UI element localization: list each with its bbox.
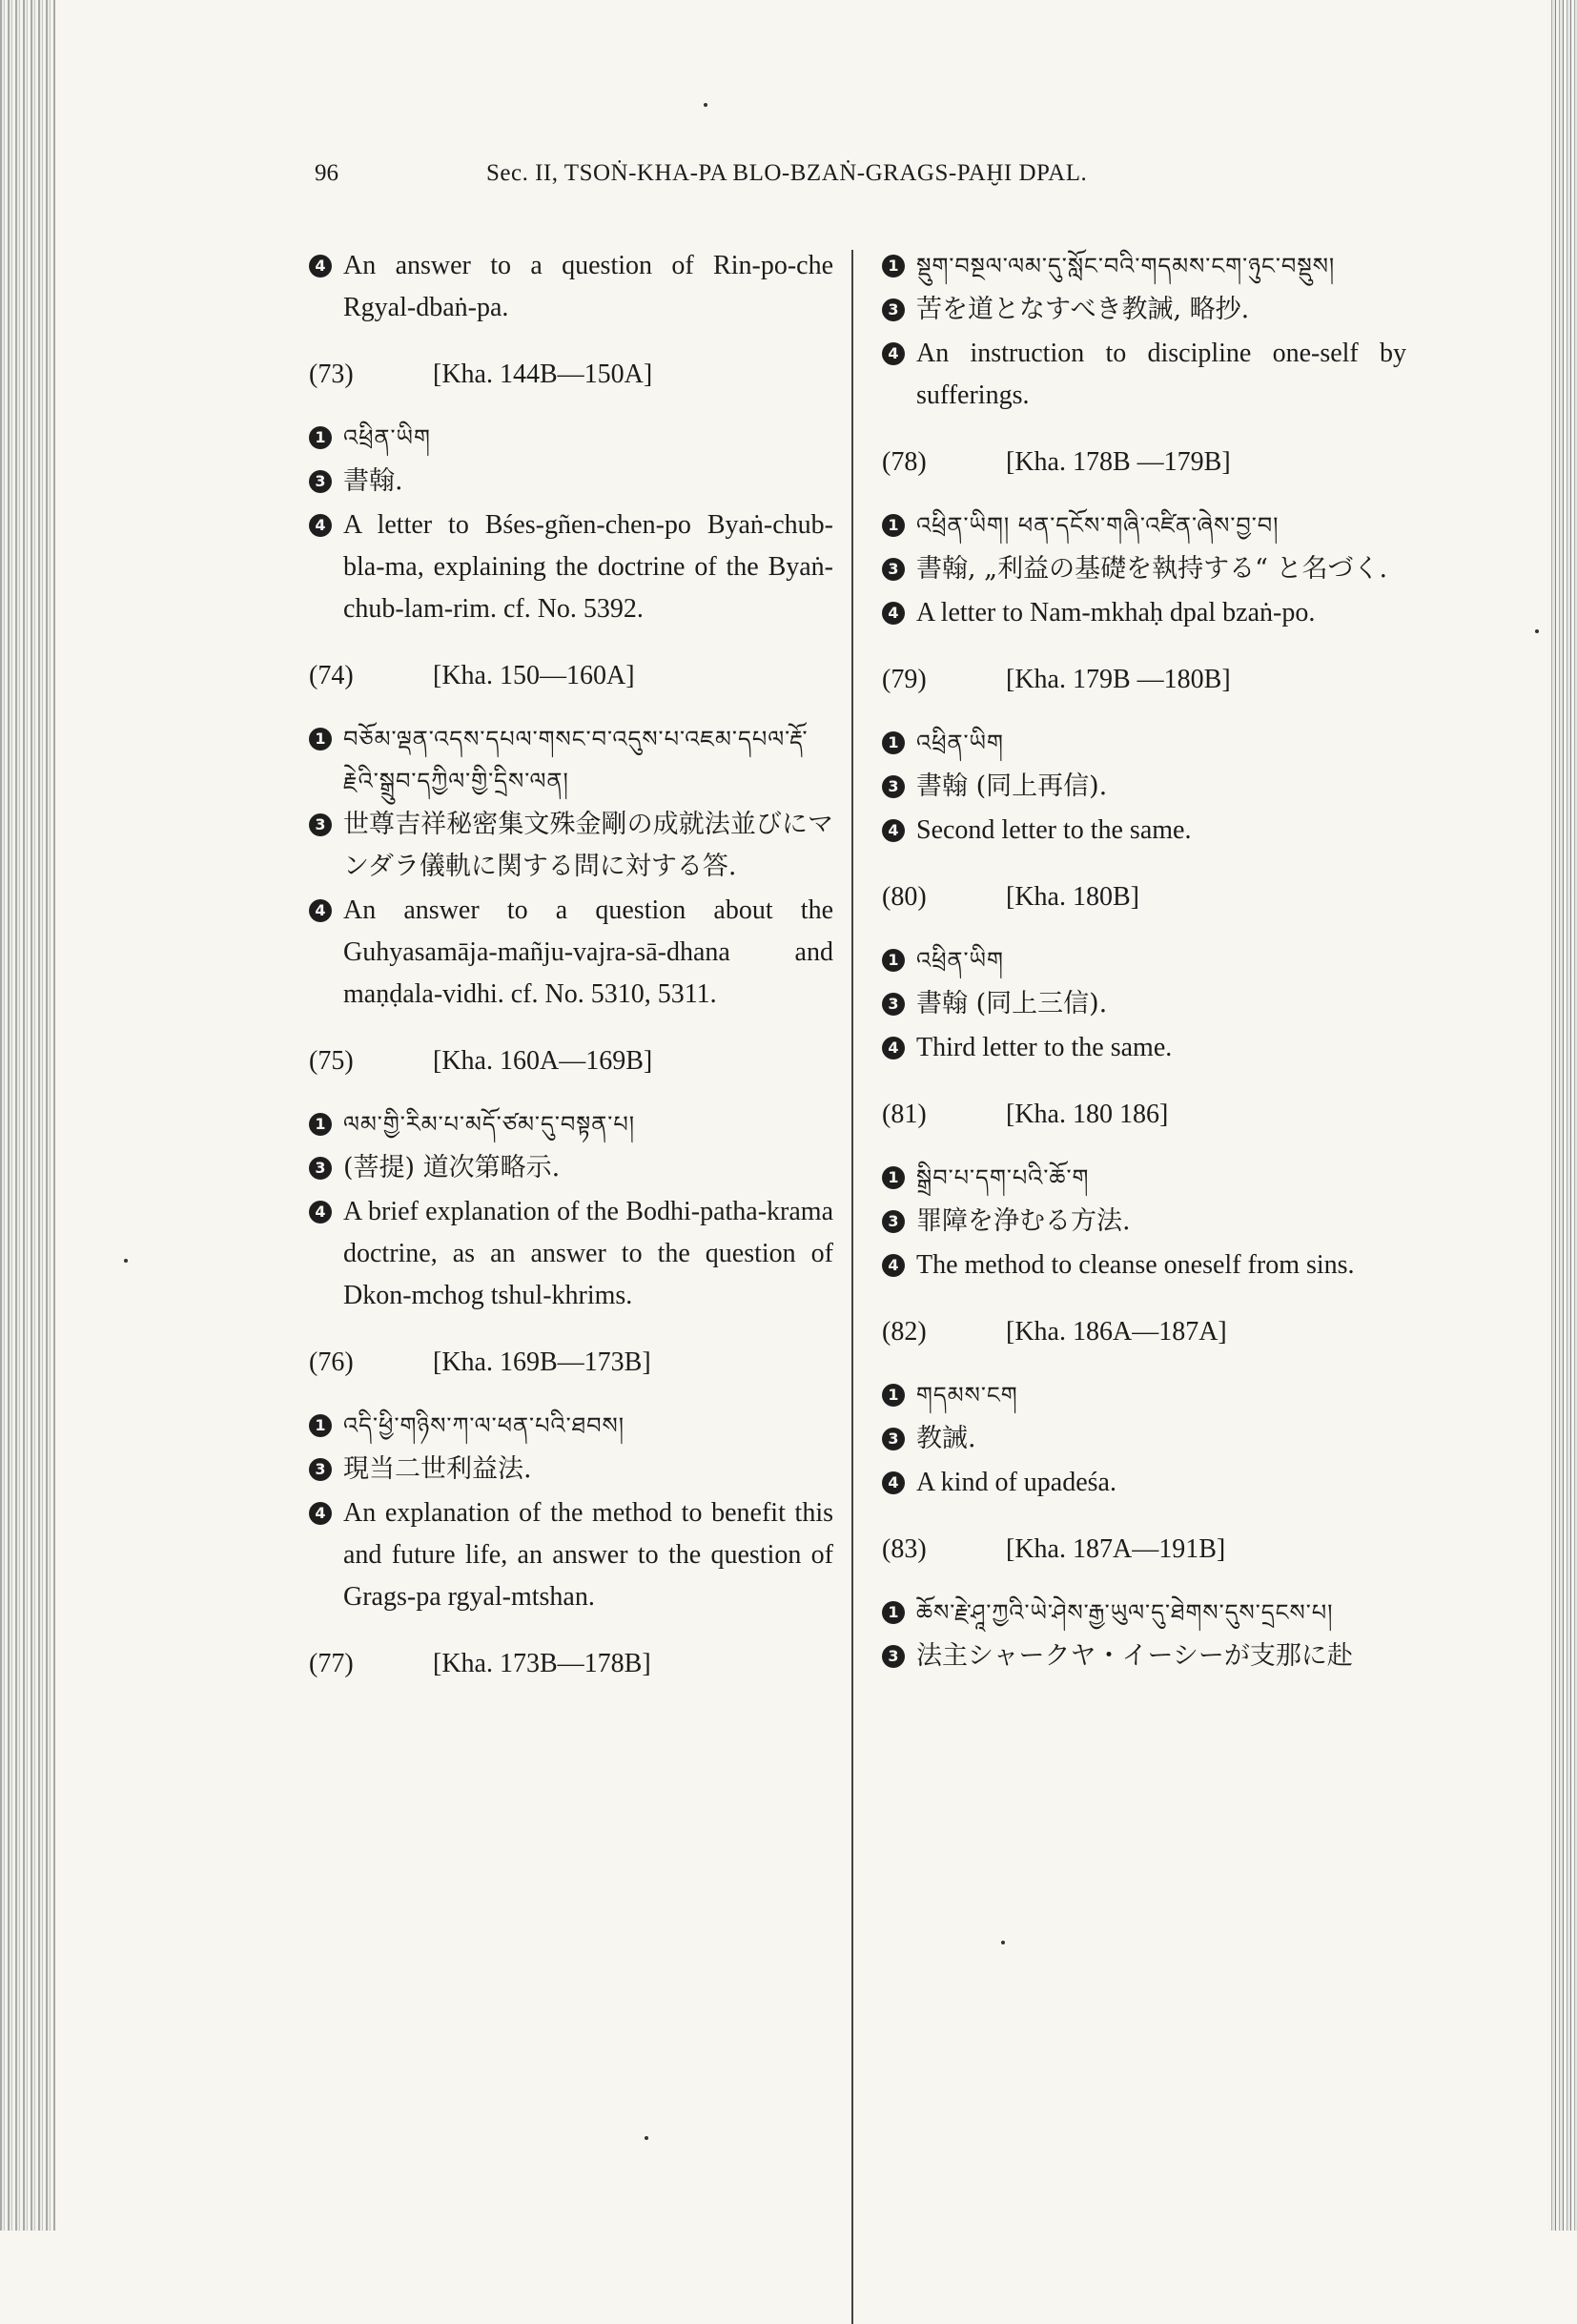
line-text: Second letter to the same. — [916, 815, 1192, 845]
english-description — [309, 890, 833, 1016]
entry-number: (76) — [309, 1347, 354, 1377]
line-text: Third letter to the same. — [916, 1033, 1173, 1062]
scan-speck — [1535, 629, 1539, 633]
circled-number-marker: 1 — [309, 728, 332, 751]
line-text: A kind of upadeśa. — [916, 1468, 1116, 1497]
circled-number-marker: 3 — [882, 558, 905, 581]
circled-number-marker: 1 — [309, 1414, 332, 1437]
circled-number-marker: 3 — [309, 813, 332, 836]
circled-number-marker: 1 — [882, 514, 905, 537]
tibetan-title — [882, 1374, 1406, 1416]
english-description — [882, 592, 1406, 634]
line-text: 法主シャークヤ・イーシーが支那に赴 — [916, 1641, 1353, 1671]
japanese-title — [882, 289, 1406, 331]
circled-number-marker: 3 — [882, 775, 905, 798]
page-header — [315, 160, 1373, 198]
page-number: 96 — [315, 160, 338, 186]
entry-reference: [Kha. 186A—187A] — [1006, 1317, 1227, 1347]
entry-heading — [882, 442, 1406, 483]
entry-reference: [Kha. 180B] — [1006, 882, 1139, 912]
entry-number: (80) — [882, 882, 927, 912]
entry-number: (83) — [882, 1534, 927, 1564]
line-text: འཕྲིན་ཡིག — [916, 730, 1004, 756]
scan-speck — [645, 2136, 648, 2140]
line-text: An instruction to discipline one-self by sufferings. — [916, 339, 1406, 410]
circled-number-marker: 1 — [309, 1113, 332, 1136]
circled-number-marker: 4 — [309, 1502, 332, 1525]
circled-number-marker: 3 — [882, 1428, 905, 1450]
circled-number-marker: 4 — [882, 1037, 905, 1059]
circled-number-marker: 1 — [882, 949, 905, 972]
japanese-title — [882, 983, 1406, 1025]
catalog-entry — [309, 1040, 833, 1317]
entry-number: (75) — [309, 1046, 354, 1076]
circled-number-marker: 4 — [882, 1471, 905, 1494]
english-description — [309, 245, 833, 329]
entry-heading — [882, 876, 1406, 918]
catalog-entry — [309, 354, 833, 630]
column-divider — [851, 250, 853, 2324]
catalog-entry — [882, 1311, 1406, 1504]
circled-number-marker: 4 — [882, 819, 905, 842]
english-description — [309, 1191, 833, 1317]
line-text: (菩提) 道次第略示. — [343, 1153, 561, 1183]
line-text: 現当二世利益法. — [343, 1454, 532, 1484]
entry-reference: [Kha. 144B—150A] — [433, 360, 653, 389]
tibetan-title — [309, 1103, 833, 1145]
line-text: 書翰 (同上再信). — [916, 771, 1108, 801]
line-text: བཅོམ་ལྡན་འདས་དཔལ་གསང་བ་འདུས་པ་འཇམ་དཔལ་རྡོ་རྗེའི་སྒྲུབ་དཀྱིལ་གྱི་དྲིས་ལན། — [343, 726, 809, 794]
tibetan-title — [882, 1592, 1406, 1634]
japanese-title — [309, 804, 833, 888]
line-text: འཕྲིན་ཡིག། ཕན་དངོས་གཞི་འཛིན་ཞེས་བྱ་བ། — [916, 512, 1280, 539]
circled-number-marker: 4 — [309, 899, 332, 922]
english-description — [882, 810, 1406, 852]
entry-reference: [Kha. 150—160A] — [433, 661, 635, 690]
entry-reference: [Kha. 178B —179B] — [1006, 447, 1231, 477]
line-text: 書翰 (同上三信). — [916, 989, 1108, 1018]
circled-number-marker: 4 — [309, 1201, 332, 1224]
entry-number: (78) — [882, 447, 927, 477]
catalog-entry — [309, 245, 833, 329]
circled-number-marker: 4 — [882, 342, 905, 365]
english-description — [309, 504, 833, 630]
circled-number-marker: 4 — [309, 255, 332, 278]
entry-heading — [309, 1040, 833, 1082]
catalog-entry — [882, 659, 1406, 852]
scan-binding-edge-left — [0, 0, 55, 2231]
entry-number: (81) — [882, 1100, 927, 1129]
english-description — [882, 1027, 1406, 1069]
entry-number: (73) — [309, 360, 354, 389]
catalog-entry — [882, 442, 1406, 634]
english-description — [309, 1492, 833, 1618]
circled-number-marker: 1 — [882, 1601, 905, 1624]
japanese-title — [309, 461, 833, 503]
line-text: སྡུག་བསྔལ་ལམ་དུ་སློང་བའི་གདམས་ངག་ཉུང་བསྡུས། — [916, 253, 1336, 279]
japanese-title — [882, 1201, 1406, 1243]
catalog-entry — [882, 876, 1406, 1069]
entry-reference: [Kha. 173B—178B] — [433, 1649, 651, 1678]
circled-number-marker: 3 — [882, 1210, 905, 1233]
circled-number-marker: 1 — [882, 1384, 905, 1407]
line-text: འཕྲིན་ཡིག — [343, 424, 431, 451]
scan-page-edge-right — [1548, 0, 1577, 2231]
circled-number-marker: 3 — [309, 1458, 332, 1481]
line-text: A letter to Bśes-gñen-chen-po Byaṅ-chub-bla-ma, explaining the doctrine of the Byaṅ-chub-lam-rim. cf. No. 5392. — [343, 510, 833, 624]
line-text: 世尊吉祥秘密集文殊金剛の成就法並びにマンダラ儀軌に関する問に対する答. — [343, 810, 833, 881]
japanese-title — [309, 1449, 833, 1491]
entry-heading — [309, 354, 833, 396]
entry-heading — [882, 1529, 1406, 1571]
tibetan-title — [882, 939, 1406, 981]
catalog-entry — [882, 245, 1406, 417]
line-text: གདམས་ངག — [916, 1382, 1018, 1409]
line-text: 書翰, „利益の基礎を執持する“ と名づく. — [916, 554, 1388, 584]
circled-number-marker: 1 — [309, 426, 332, 449]
left-column — [309, 243, 833, 1706]
circled-number-marker: 4 — [309, 514, 332, 537]
entry-heading — [309, 655, 833, 697]
line-text: སྒྲིབ་པ་དག་པའི་ཆོ་ག — [916, 1164, 1090, 1191]
scan-speck — [704, 103, 707, 107]
entry-heading — [882, 659, 1406, 701]
entry-number: (79) — [882, 665, 927, 694]
circled-number-marker: 3 — [309, 470, 332, 493]
japanese-title — [882, 1418, 1406, 1460]
line-text: An explanation of the method to benefit this and future life, an answer to the question of Grags-pa rgyal-mtshan. — [343, 1498, 833, 1612]
circled-number-marker: 3 — [882, 1645, 905, 1668]
line-text: ལམ་གྱི་རིམ་པ་མདོ་ཙམ་དུ་བསྟན་པ། — [343, 1111, 636, 1138]
entry-heading — [882, 1311, 1406, 1353]
line-text: 苦を道となすべき教誡, 略抄. — [916, 295, 1250, 324]
right-column — [882, 243, 1406, 1687]
japanese-title — [882, 1635, 1406, 1677]
circled-number-marker: 3 — [882, 993, 905, 1016]
entry-reference: [Kha. 179B —180B] — [1006, 665, 1231, 694]
line-text: ཆོས་རྗེ་ཤཱ་ཀྱའི་ཡེ་ཤེས་རྒྱ་ཡུལ་དུ་ཐེགས་དུས་དྲངས་པ། — [916, 1599, 1334, 1626]
catalog-entry — [309, 1643, 833, 1685]
english-description — [882, 1462, 1406, 1504]
line-text: 罪障を浄むる方法. — [916, 1206, 1131, 1236]
circled-number-marker: 1 — [882, 1166, 905, 1189]
entry-number: (82) — [882, 1317, 927, 1347]
circled-number-marker: 3 — [882, 298, 905, 321]
catalog-entry — [309, 655, 833, 1016]
line-text: An answer to a question about the Guhyasamāja-mañju-vajra-sā-dhana and maṇḍala-vidhi. cf. No. 5310, 5311. — [343, 895, 833, 1009]
catalog-entry — [882, 1094, 1406, 1286]
entry-heading — [309, 1643, 833, 1685]
line-text: A letter to Nam-mkhaḥ dpal bzaṅ-po. — [916, 598, 1316, 627]
tibetan-title — [309, 417, 833, 459]
tibetan-title — [882, 504, 1406, 546]
line-text: A brief explanation of the Bodhi-patha-krama doctrine, as an answer to the question of Dkon-mchog tshul-khrims. — [343, 1197, 833, 1310]
running-title: Sec. II, TSOṄ-KHA-PA BLO-BZAṄ-GRAGS-PAḪI DPAL. — [486, 160, 1088, 186]
english-description — [882, 333, 1406, 417]
tibetan-title — [882, 245, 1406, 287]
catalog-entry — [309, 1342, 833, 1618]
entry-reference: [Kha. 187A—191B] — [1006, 1534, 1226, 1564]
line-text: འཕྲིན་ཡིག — [916, 947, 1004, 974]
circled-number-marker: 3 — [309, 1157, 332, 1180]
catalog-entry — [882, 1529, 1406, 1677]
tibetan-title — [309, 718, 833, 802]
tibetan-title — [309, 1405, 833, 1447]
line-text: འདི་ཕྱི་གཉིས་ཀ་ལ་ཕན་པའི་ཐབས། — [343, 1412, 625, 1439]
entry-reference: [Kha. 180 186] — [1006, 1100, 1169, 1129]
scan-speck — [1001, 1941, 1005, 1944]
entry-reference: [Kha. 169B—173B] — [433, 1347, 651, 1377]
english-description — [882, 1244, 1406, 1286]
line-text: 教誡. — [916, 1424, 976, 1453]
circled-number-marker: 4 — [882, 602, 905, 625]
entry-number: (77) — [309, 1649, 354, 1678]
entry-heading — [882, 1094, 1406, 1136]
tibetan-title — [882, 1157, 1406, 1199]
line-text: An answer to a question of Rin-po-che Rgyal-dbaṅ-pa. — [343, 251, 833, 322]
line-text: 書翰. — [343, 466, 403, 496]
japanese-title — [882, 548, 1406, 590]
circled-number-marker: 4 — [882, 1254, 905, 1277]
circled-number-marker: 1 — [882, 731, 905, 754]
line-text: The method to cleanse oneself from sins. — [916, 1250, 1355, 1280]
entry-heading — [309, 1342, 833, 1384]
tibetan-title — [882, 722, 1406, 764]
circled-number-marker: 1 — [882, 255, 905, 278]
japanese-title — [309, 1147, 833, 1189]
scan-speck — [124, 1259, 128, 1263]
japanese-title — [882, 766, 1406, 808]
entry-reference: [Kha. 160A—169B] — [433, 1046, 653, 1076]
entry-number: (74) — [309, 661, 354, 690]
